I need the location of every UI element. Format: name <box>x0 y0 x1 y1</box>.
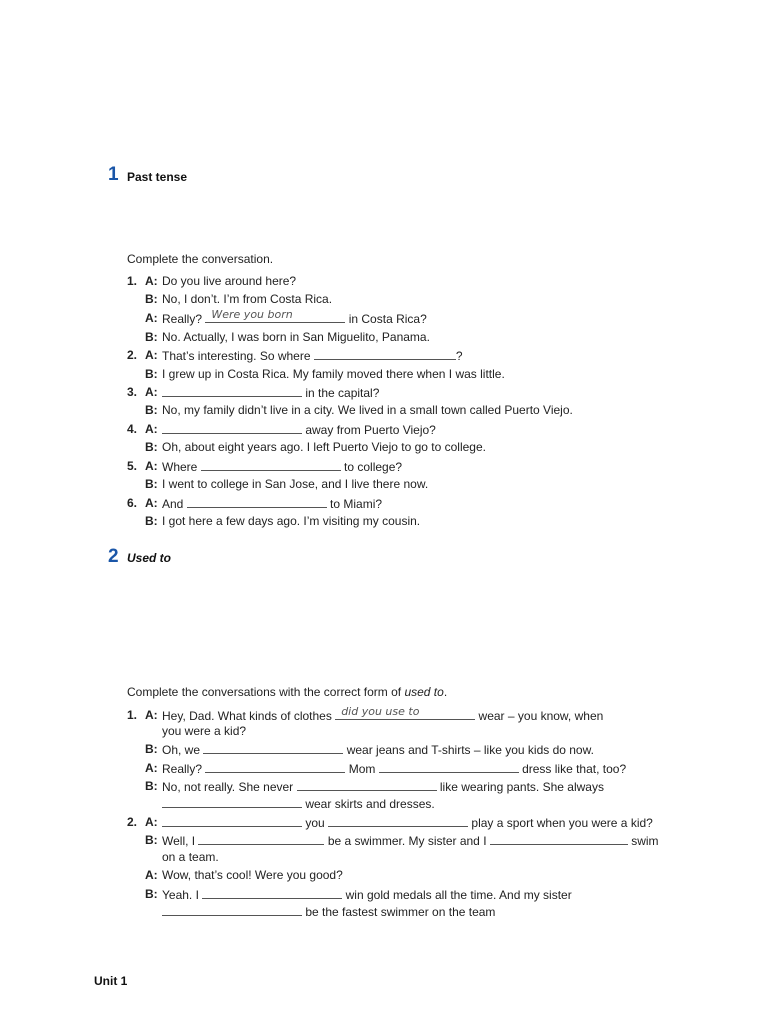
answer-blank[interactable] <box>162 422 302 434</box>
answer-blank[interactable] <box>205 761 345 773</box>
section-2-title: Used to <box>127 551 172 565</box>
answer-blank[interactable] <box>328 815 468 827</box>
answer-blank[interactable] <box>205 308 345 323</box>
answer-blank[interactable] <box>314 348 456 360</box>
answer-blank[interactable] <box>203 742 343 754</box>
answer-blank[interactable] <box>187 496 327 508</box>
answer-blank[interactable] <box>162 796 302 808</box>
answer-blank[interactable] <box>198 833 324 845</box>
answer-blank[interactable] <box>162 815 302 827</box>
section-1-instruction: Complete the conversation. <box>127 252 274 266</box>
answer-blank[interactable] <box>201 459 341 471</box>
answer-blank[interactable] <box>202 887 342 899</box>
example-answer: Were you born <box>211 308 293 321</box>
answer-blank[interactable] <box>162 385 302 397</box>
section-2-instruction: Complete the conversations with the correct form of used to. <box>127 685 448 699</box>
answer-blank[interactable] <box>335 705 475 720</box>
example-answer: did you use to <box>341 705 420 718</box>
page-footer-unit: Unit 1 <box>94 974 128 988</box>
section-2-number: 2 <box>108 546 119 567</box>
answer-blank[interactable] <box>297 779 437 791</box>
answer-blank[interactable] <box>490 833 628 845</box>
answer-blank[interactable] <box>162 904 302 916</box>
section-1-title: Past tense <box>127 170 188 184</box>
answer-blank[interactable] <box>379 761 519 773</box>
section-1-number: 1 <box>108 164 119 185</box>
